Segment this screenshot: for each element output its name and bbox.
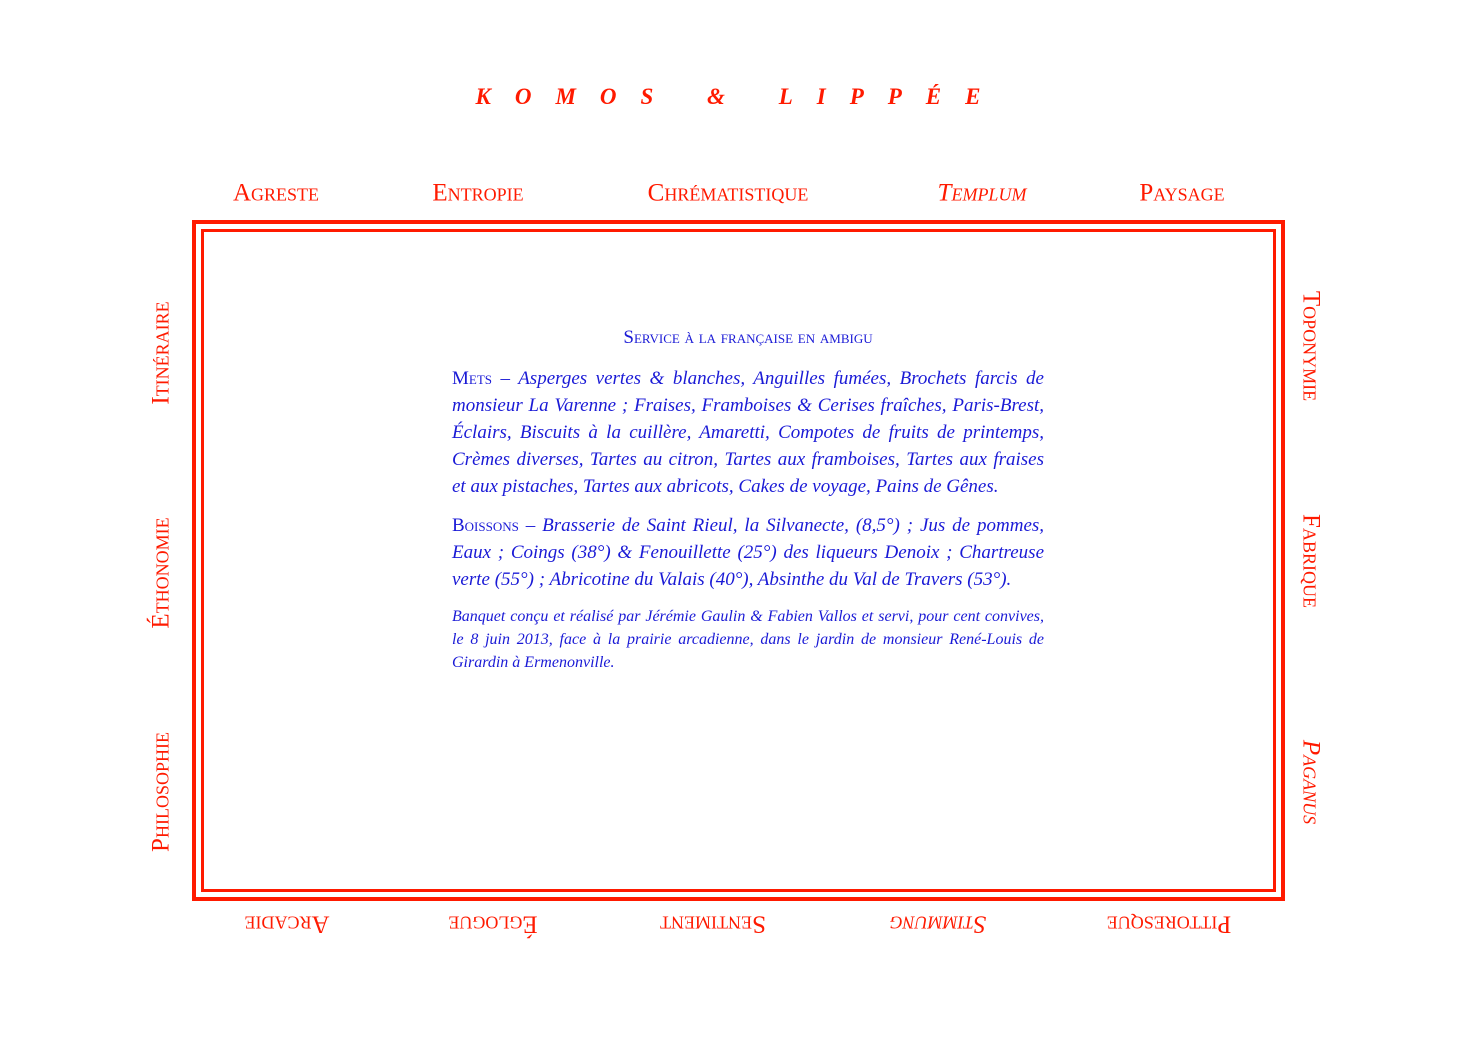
top-word-paysage: Paysage xyxy=(1139,179,1225,207)
bottom-word-arcadie: Arcadie xyxy=(244,910,330,938)
right-word-fabrique: Fabrique xyxy=(1297,514,1325,608)
right-word-toponymie: Toponymie xyxy=(1297,290,1325,402)
bottom-word-sentiment: Sentiment xyxy=(660,910,766,938)
right-word-paganus: Paganus xyxy=(1297,739,1325,825)
bottom-word-eglogue: Églogue xyxy=(448,910,538,938)
mets-items: Asperges vertes & blanches, Anguilles fumées, Brochets farcis de monsieur La Varenne ; Fraises, Framboises & Cerises fraîches, Paris-Brest, Éclairs, Biscuits à la cuillère, Amaretti, Compotes de fruits de printemps, Crèmes diverses, Tartes au citron, Tartes aux framboises, Tartes aux fraises et aux pistaches, Tartes aux abricots, Cakes de voyage, Pains de Gênes. xyxy=(452,367,1044,497)
bottom-word-stimmung: Stimmung xyxy=(889,910,987,938)
boissons-items: Brasserie de Saint Rieul, la Silvanecte, (8,5°) ; Jus de pommes, Eaux ; Coings (38°) & Fenouillette (25°) des liqueurs Denoix ; Chartreuse verte (55°) ; Abricotine du Valais (40°), Absinthe du Val de Travers (53°). xyxy=(452,514,1045,590)
service-title: Service à la française en ambigu xyxy=(623,327,873,348)
brand-title: KOMOS & LIPPÉE xyxy=(475,84,1005,109)
bottom-word-pittoresque: Pittoresque xyxy=(1106,910,1232,938)
left-word-ethonomie: Éthonomie xyxy=(147,517,175,629)
mets-paragraph: Mets – Asperges vertes & blanches, Anguilles fumées, Brochets farcis de monsieur La Varenne ; Fraises, Framboises & Cerises fraîches, Paris-Brest, Éclairs, Biscuits à la cuillère, Amaretti, Compotes de fruits de printemps, Crèmes diverses, Tartes au citron, Tartes aux framboises, Tartes aux fraises et aux pistaches, Tartes aux abricots, Cakes de voyage, Pains de Gênes. xyxy=(452,367,1044,497)
menu-content xyxy=(452,326,1044,674)
left-word-philosophie: Philosophie xyxy=(147,732,175,852)
top-word-templum: Templum xyxy=(937,179,1027,207)
left-word-itineraire: Itinéraire xyxy=(147,301,175,405)
top-word-entropie: Entropie xyxy=(432,179,524,207)
mets-label: Mets xyxy=(452,367,493,389)
top-word-chrematistique: Chrématistique xyxy=(647,179,809,207)
boissons-paragraph: Boissons – Brasserie de Saint Rieul, la Silvanecte, (8,5°) ; Jus de pommes, Eaux ; Coings (38°) & Fenouillette (25°) des liqueurs Denoix ; Chartreuse verte (55°) ; Abricotine du Valais (40°), Absinthe du Val de Travers (53°). xyxy=(452,514,1045,590)
top-word-agreste: Agreste xyxy=(232,179,320,207)
boissons-label: Boissons xyxy=(452,514,519,536)
credit-note: Banquet conçu et réalisé par Jérémie Gaulin & Fabien Vallos et servi, pour cent convives, le 8 juin 2013, face à la prairie arcadienne, dans le jardin de monsieur René-Louis de Girardin à Ermenonville. xyxy=(452,607,1044,671)
